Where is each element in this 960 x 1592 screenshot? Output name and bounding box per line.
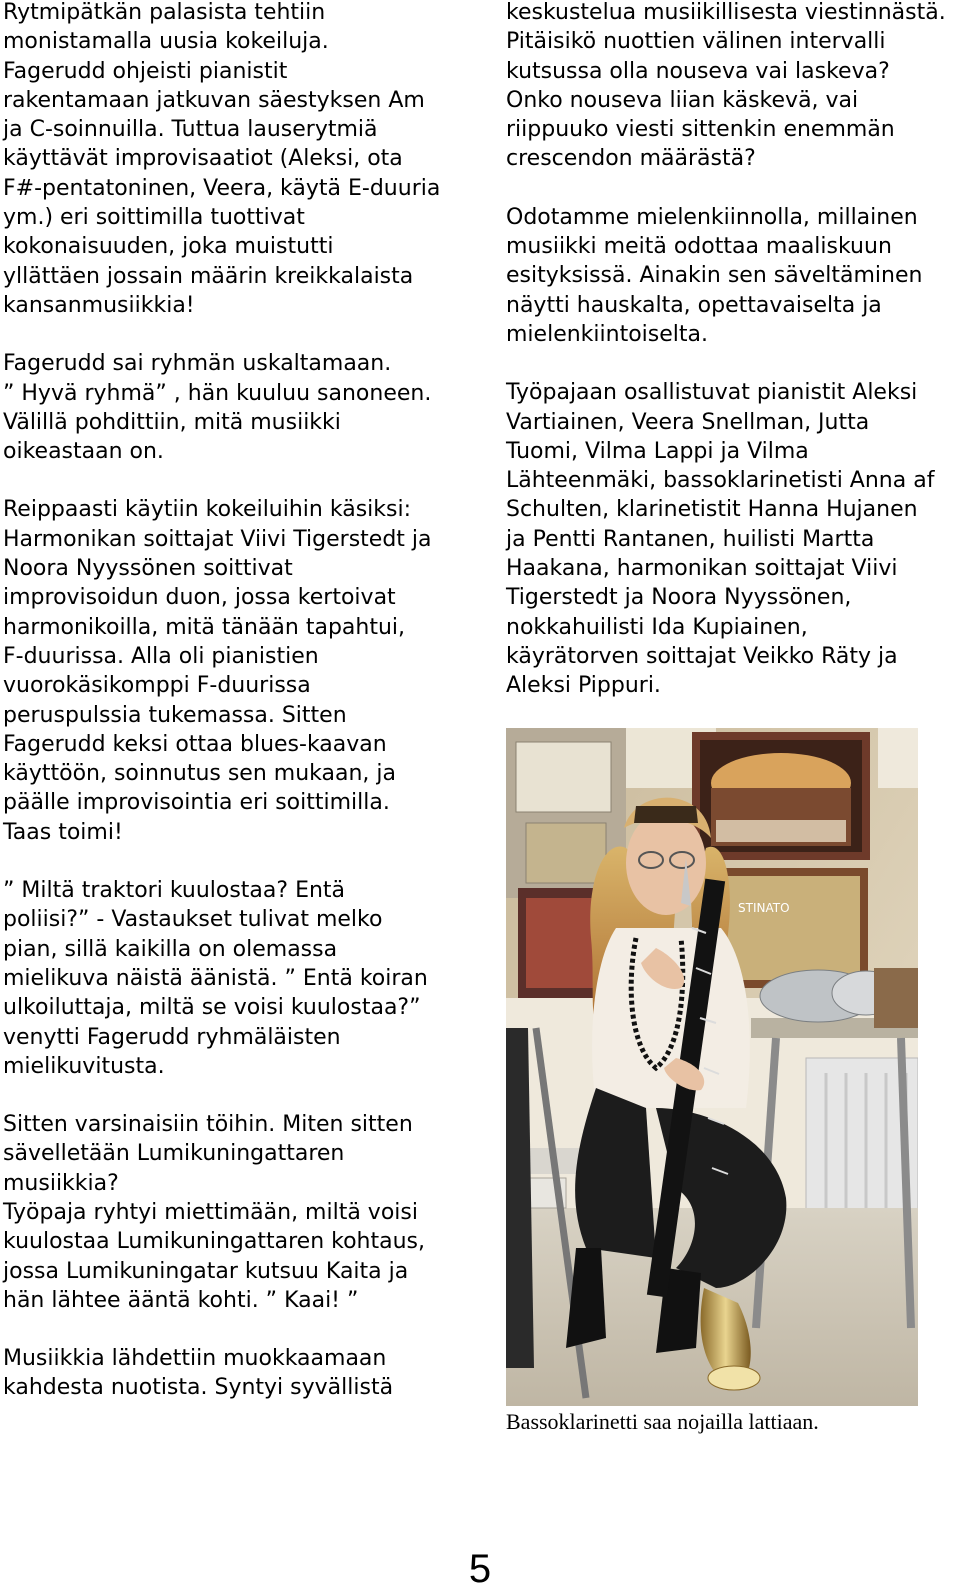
photo-caption: Bassoklarinetti saa nojailla lattiaan. <box>506 1409 819 1434</box>
paragraph: Reippaasti käytiin kokeiluihin käsiksi: Harmonikan soittajat Viivi Tigerstedt ja Noora Nyyssönen soittivat improvisoidun duon, jossa kertoivat harmonikoilla, mitä tänään tapahtui, F-duurissa. Alla oli pianistien vuorokäsikomppi F-duurissa peruspulssia tukemassa. Sitten Fagerudd keksi ottaa blues-kaavan käyttöön, soinnutus sen mukaan, ja päälle improvisointia eri soittimilla. Taas toimi! <box>3 497 432 845</box>
paragraph: Rytmipätkän palasista tehtiin monistamalla uusia kokeiluja. Fagerudd ohjeisti pianistit rakentamaan jatkuvan säestyksen Am ja C-soinnuilla. Tuttua lauserytmiä käyttävät improvisaatiot (Aleksi, ota F#-pentatoninen, Veera, käytä E-duuria ym.) eri soittimilla tuottivat kokonaisuuden, joka muistutti yllättäen jossain määrin kreikkalaista kansanmusiikkia! <box>3 0 441 318</box>
right-text-column <box>506 0 956 701</box>
paragraph: Musiikkia lähdettiin muokkaamaan kahdesta nuotista. Syntyi syvällistä <box>3 1346 394 1401</box>
paragraph: keskustelua musiikillisesta viestinnästä. Pitäisikö nuottien välinen intervalli kutsussa olla nouseva vai laskeva? Onko nouseva liian käskevä, vai riippuuko viesti sittenkin enemmän crescendon määrästä? <box>506 0 946 172</box>
paragraph: Odotamme mielenkiinnolla, millainen musiikki meitä odottaa maaliskuun esityksissä. Ainakin sen säveltäminen näytti hauskalta, opettavaiselta ja mielenkiintoiselta. <box>506 204 923 347</box>
bass-clarinet-photo <box>506 728 918 1406</box>
paragraph: Sitten varsinaisiin töihin. Miten sitten sävelletään Lumikuningattaren musiikkia? Työpaja ryhtyi miettimään, miltä voisi kuulostaa Lumikuningattaren kohtaus, jossa Lumikuningatar kutsuu Kaita ja hän lähtee ääntä kohti. ” Kaai! ” <box>3 1112 426 1313</box>
paragraph: Fagerudd sai ryhmän uskaltamaan. ” Hyvä ryhmä” , hän kuuluu sanoneen. Välillä pohdittiin, mitä musiikki oikeastaan on. <box>3 351 432 465</box>
left-text-column <box>3 0 473 1403</box>
sign-text: STINATO <box>738 901 790 915</box>
paragraph: Työpajaan osallistuvat pianistit Aleksi Vartiainen, Veera Snellman, Jutta Tuomi, Vilma Lappi ja Vilma Lähteenmäki, bassoklarinetisti Anna af Schulten, klarinetistit Hanna Hujanen ja Pentti Rantanen, huilisti Martta Haakana, harmonikan soittajat Viivi Tigerstedt ja Noora Nyyssönen, nokkahuilisti Ida Kupiainen, käyrätorven soittajat Veikko Räty ja Aleksi Pippuri. <box>506 380 935 699</box>
page-number: 5 <box>468 1547 492 1591</box>
paragraph: ” Miltä traktori kuulostaa? Entä poliisi?” - Vastaukset tulivat melko pian, sillä kaikilla on olemassa mielikuva näistä äänistä. ” Entä koiran ulkoiluttaja, miltä se voisi kuulostaa?” venytti Fagerudd ryhmäläisten mielikuvitusta. <box>3 878 428 1079</box>
